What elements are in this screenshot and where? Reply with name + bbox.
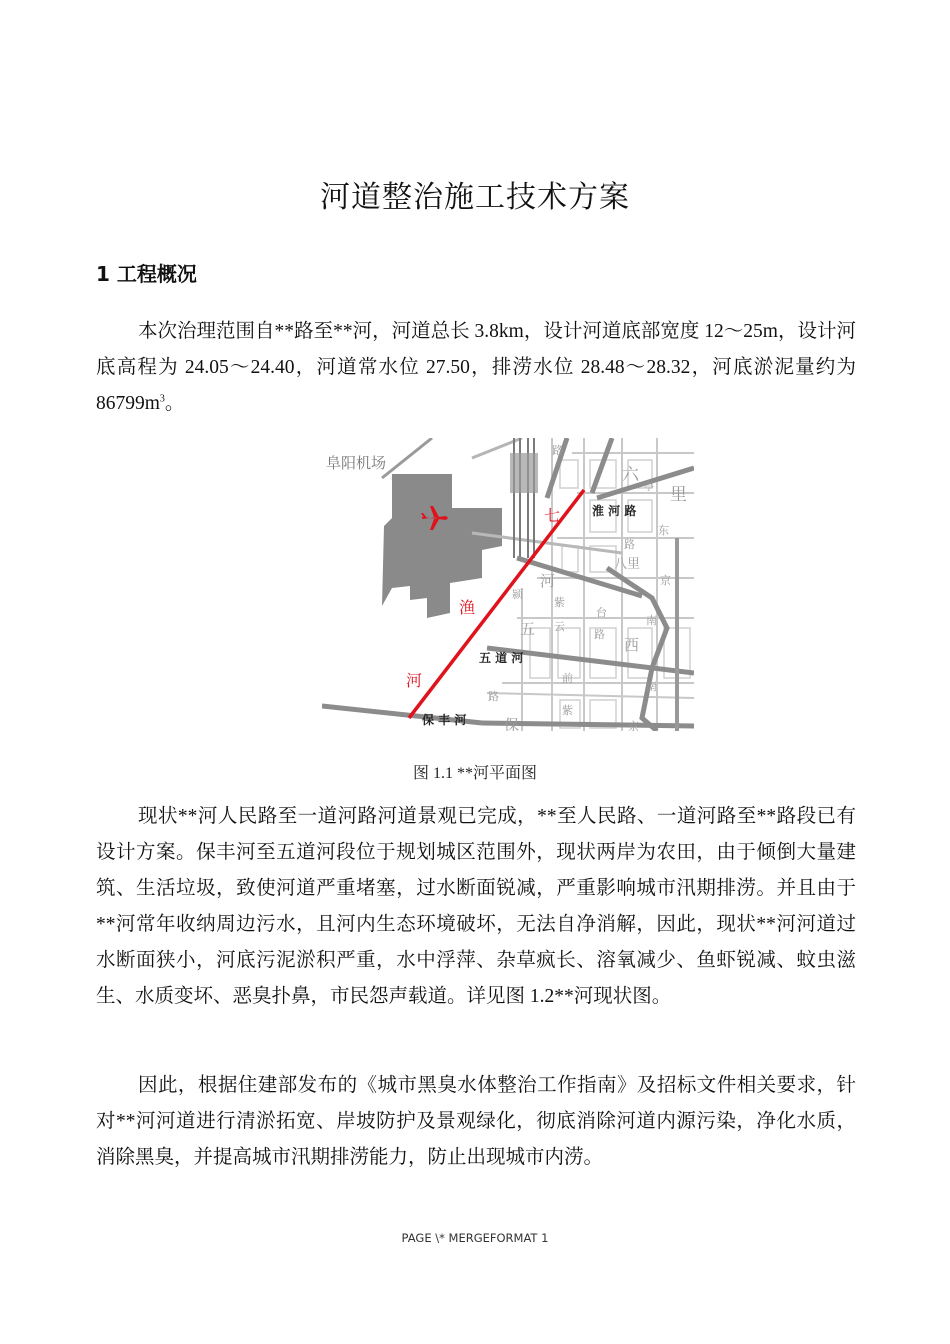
misc-label: 里 [670,485,687,505]
section-heading: 1 工程概况 [96,262,197,286]
misc-label: 河 [540,572,556,590]
misc-label: 京 [660,574,671,587]
label-wudaohe: 五 道 河 [479,651,524,665]
misc-label: 五 [520,620,536,638]
paragraph-overview-end: 。 [164,393,185,414]
misc-label: 京 [628,720,639,731]
paragraph-conclusion: 因此，根据住建部发布的《城市黑臭水体整治工作指南》及招标文件相关要求，针对**河河道进行清淤拓宽、岸坡防护及景观绿化，彻底消除河道内源污染，净化水质，消除黑臭，并提高城市汛期排涝能力，防止出现城市内涝。 [96,1075,856,1168]
page-footer: PAGE \* MERGEFORMAT 1 [401,1231,549,1245]
misc-label: 台 [596,606,607,619]
misc-label: 路 [488,690,499,703]
paragraph-current-status: 现状**河人民路至一道河路河道景观已完成，**至人民路、一道河路至**路段已有设计方案。保丰河至五道河段位于规划城区范围外，现状两岸为农田，由于倾倒大量建筑、生活垃圾，致使河道严重堵塞，过水断面锐减，严重影响城市汛期排涝。并且由于**河常年收纳周边污水，且河内生态环境破坏，无法自净消解，因此，现状**河河道过水断面狭小，河底污泥淤积严重，水中浮萍、杂草疯长、溶氧减少、鱼虾锐减、蚊虫滋生、水质变坏、恶臭扑鼻，市民怨声载道。详见图 1.2**河现状图。 [96,806,856,1007]
map-svg [322,438,694,731]
misc-label: 颍 [512,588,523,601]
figure-caption: 图 1.1 **河平面图 [412,765,537,782]
misc-label: 紫 [554,596,565,609]
river-char-3: 河 [406,671,423,690]
misc-label: 亭 [644,482,654,493]
misc-label: 前 [562,672,573,685]
misc-label: 六 [622,465,639,485]
document-title: 河道整治施工技术方案 [320,180,630,215]
misc-label: 保 [504,716,520,731]
misc-label: 路 [594,628,605,641]
label-baofenghe: 保 丰 河 [422,713,467,727]
misc-label: 东 [658,524,669,537]
misc-label: 云 [554,620,565,633]
river-char-1: 七 [544,506,561,525]
label-huaihe-road: 淮 河 路 [592,504,637,518]
airport-label: 阜阳机场 [326,454,387,472]
misc-label: 路 [624,538,635,551]
misc-label: 南 [646,614,657,627]
superscript-cubic: 3 [159,393,165,405]
misc-label: 八里 [614,557,641,572]
river-plan-map [322,438,694,731]
paragraph-overview-text: 本次治理范围自**路至**河，河道总长 3.8km，设计河道底部宽度 12～25m，设计河底高程为 24.05～24.40，河道常水位 27.50，排涝水位 28.48～28.32，河底淤泥量约为 86799m [96,321,856,414]
misc-label: 紫 [562,704,573,717]
misc-label: 西 [624,636,640,654]
station-block [510,453,538,493]
river-char-2: 渔 [459,598,476,617]
paragraph-overview [96,314,856,422]
misc-label: 路 [552,444,563,457]
misc-label: 南 [646,680,657,693]
